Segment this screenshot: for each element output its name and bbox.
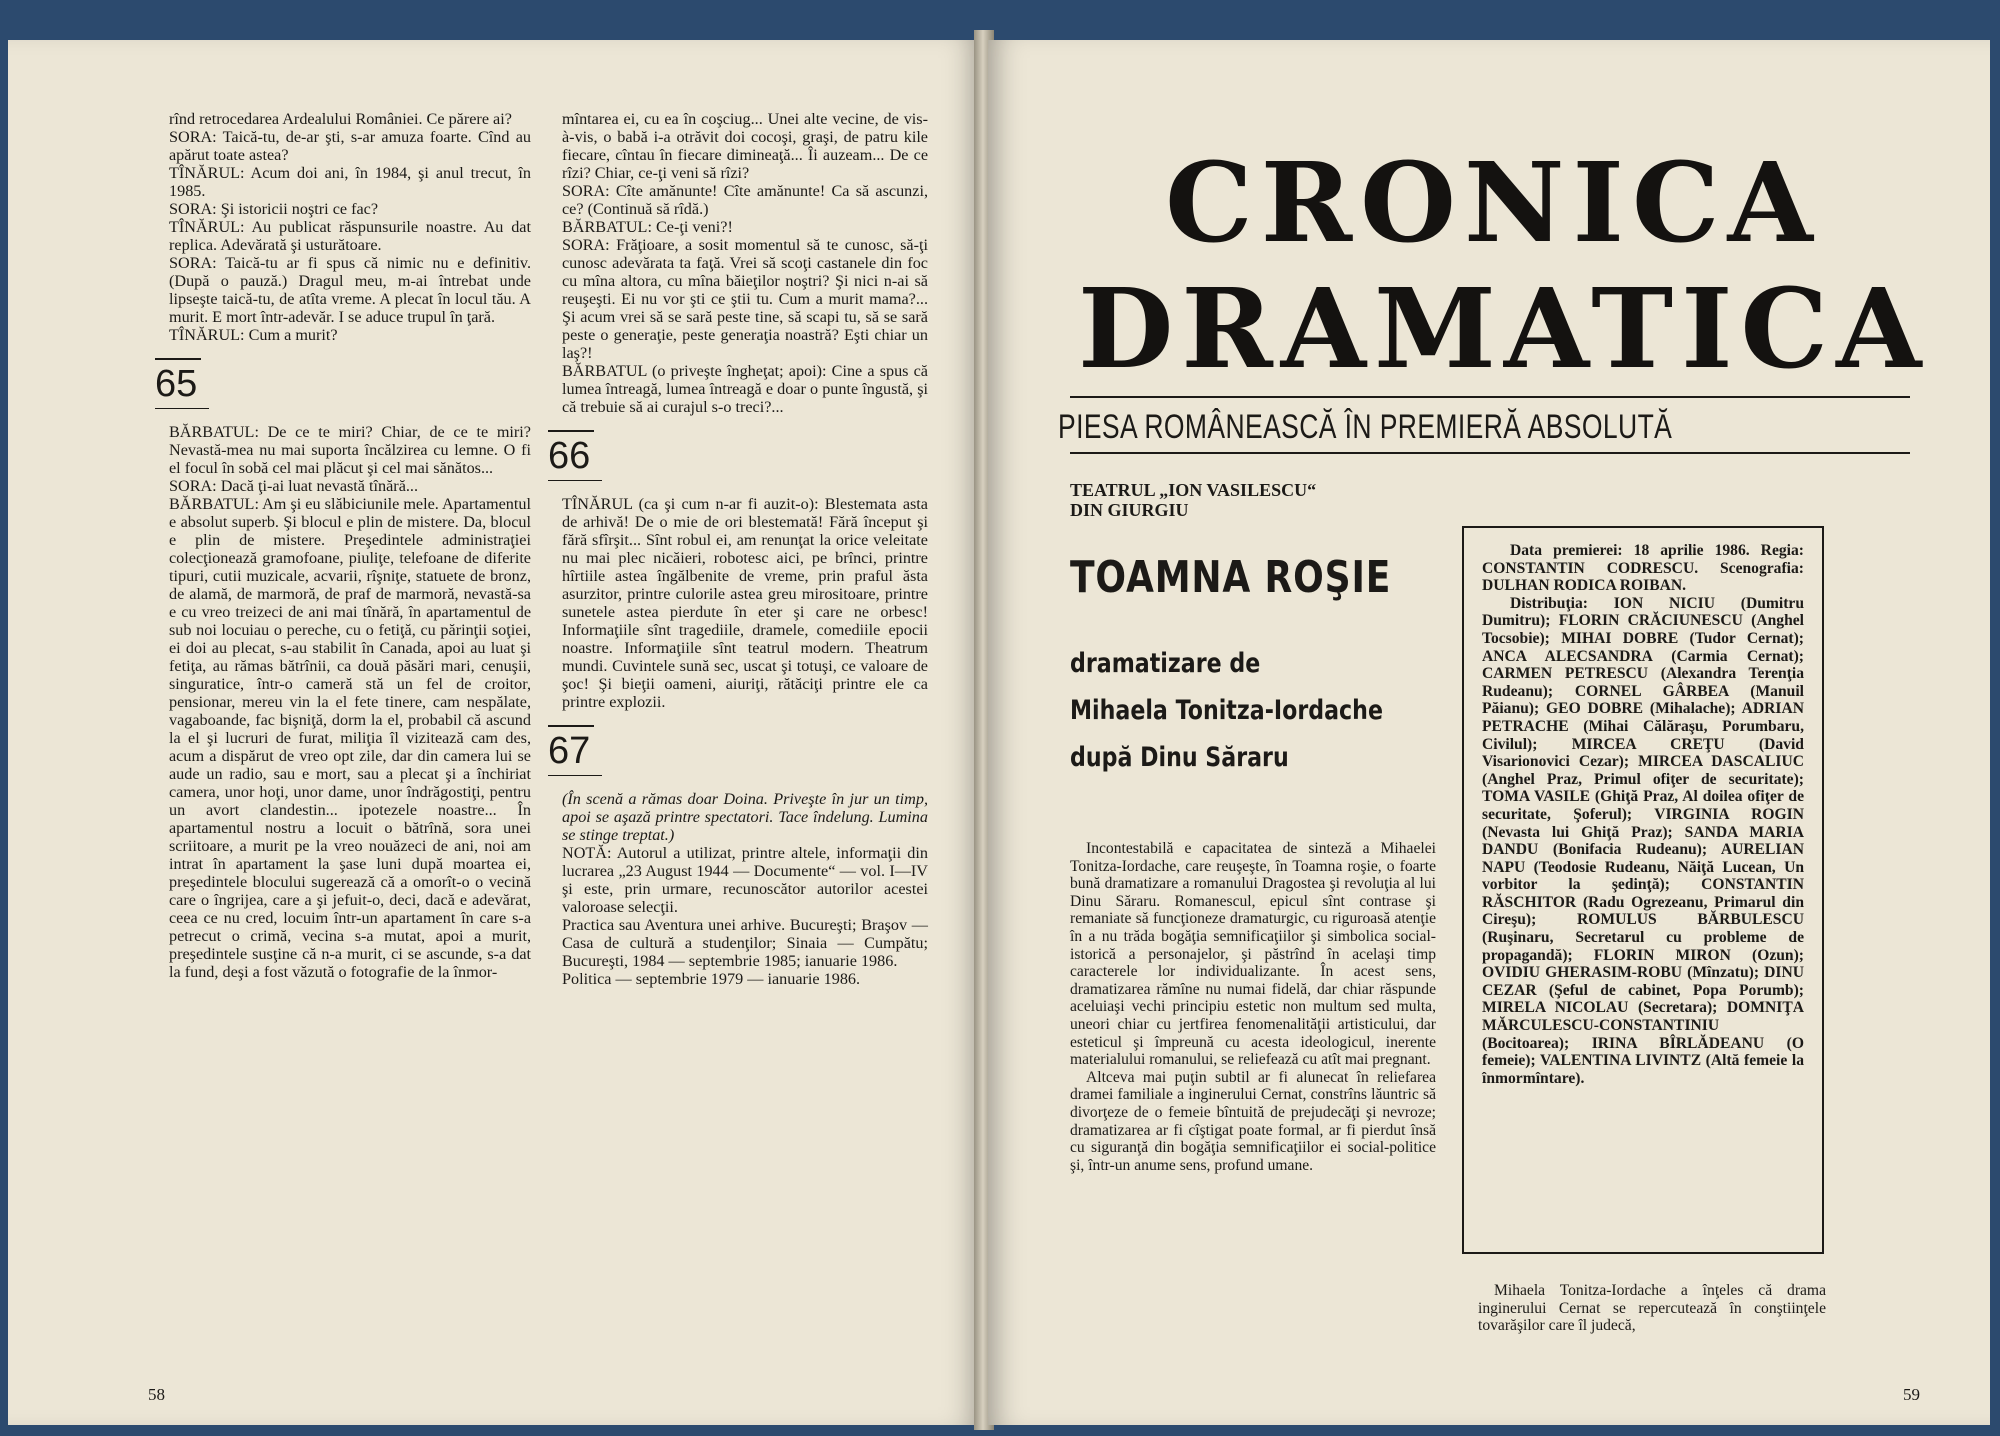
top-divider <box>1070 396 1910 398</box>
dialogue-line: BĂRBATUL: Ce-ţi veni?! <box>562 218 733 236</box>
left-column-1 <box>155 110 531 981</box>
dialogue-line: TÎNĂRUL: Acum doi ani, în 1984, şi anul trecut, în 1985. <box>169 164 531 200</box>
cast-list: Distribuţia: ION NICIU (Dumitru Dumitru); FLORIN CRĂCIUNESCU (Anghel Tocsobie); MIHAI DOBRE (Tudor Cernat); ANCA ALECSANDRA (Carmia Cernat); CARMEN PETRESCU (Alexandra Terenţia Rudeanu); CORNEL GÂRBEA (Manuil Păianu); GEO DOBRE (Mihalache); ADRIAN PETRACHE (Mihai Călăraşu, Porumbaru, Civilul); MIRCEA CREŢU (David Visarionovici Cezar); MIRCEA DASCALIUC (Anghel Praz, Primul ofiţer de securitate); TOMA VASILE (Ghiţă Praz, Al doilea ofiţer de securitate, Şoferul); VIRGINIA ROGIN (Nevasta lui Ghiţă Praz); SANDA MARIA DANDU (Bonifacia Rudeanu); AURELIAN NAPU (Teodosie Rudeanu, Năiţă Lucean, Un vorbitor la şedinţă); CONSTANTIN RĂSCHITOR (Radu Ogrezeanu, Primarul din Cireşu); ROMULUS BĂRBULESCU (Ruşinaru, Secretarul cu probleme de propagandă); FLORIN MIRON (Ozun); OVIDIU GHERASIM-ROBU (Mînzatu); DINU CEZAR (Şeful de cabinet, Popa Porumb); MIRELA NICOLAU (Secretara); DOMNIŢA MĂRCULESCU-CONSTANTINIU (Bocitoarea); IRINA BÎRLĂDEANU (O femeie); VALENTINA LIVINTZ (Altă femeie la înmormîntare). <box>1482 594 1804 1087</box>
author-note: Practica sau Aventura unei arhive. Bucureşti; Braşov — Casa de cultură a studenţilor; Sinaia — Cumpătu; Bucureşti, 1984 — septembrie 1985; ianuarie 1986. <box>562 916 928 970</box>
divider <box>155 408 209 409</box>
page-number-right: 59 <box>1903 1385 1920 1404</box>
dialogue-line: mîntarea ei, cu ea în coşciug... Unei alte vecine, de vis-à-vis, o babă i-a otrăvit doi cocoşi, graşi, de patru kile fiecare, cîntau în fiecare dimineaţă... Îi auzeam... De ce rîzi? Chiar, ce-ţi veni să rîzi? <box>562 110 928 182</box>
dialogue-line: BĂRBATUL (o priveşte îngheţat; apoi): Cine a spus că lumea întreagă, lumea întreagă e doar o punte îngustă, şi că trebuie să ai curajul s-o treci?... <box>562 362 928 416</box>
subtitle: PIESA ROMÂNEASCĂ ÎN PREMIERĂ ABSOLUTĂ <box>1058 408 1673 446</box>
premiere-credits: Data premierei: 18 aprilie 1986. Regia: CONSTANTIN CODRESCU. Scenografia: DULHAN RODICA ROIBAN. <box>1482 542 1804 595</box>
dialogue-line: SORA: Frăţioare, a sosit momentul să te cunosc, să-ţi cunosc adevărata ta faţă. Vrei să scoţi castanele din foc cu mîna altora, cu mîna băieţilor noştri? Şi nici n-ai să reuşeşti. Ei nu vor şti ce ştii tu. Cum a murit mama?... Şi acum vrei să se sară peste tine, să scapi tu, să se sară peste o generaţie, peste generaţia noastră? Eşti chiar un laş?! <box>562 236 928 362</box>
title-line-1: CRONICA <box>1165 138 1821 267</box>
dramatization-line: dramatizare de <box>1070 648 1261 679</box>
left-page <box>8 40 980 1425</box>
dialogue-line: SORA: Cîte amănunte! Cîte amănunte! Ca să ascunzi, ce? (Continuă să rîdă.) <box>562 182 928 218</box>
dialogue-line: TÎNĂRUL: Au publicat răspunsurile noastre. Au dat replica. Adevărată şi usturătoare. <box>169 218 531 254</box>
novel-author: după Dinu Săraru <box>1070 742 1289 773</box>
dialogue-line: rînd retrocedarea Ardealului României. Ce părere ai? <box>169 110 512 128</box>
dialogue-line: BĂRBATUL: Am şi eu slăbiciunile mele. Apartamentul e absolut superb. Şi blocul e plin de mistere. Da, blocul e plin de mistere. Preşedintele administraţiei colecţionează gramofoane, piuliţe, telefoane de diferite tipuri, cutii muzicale, acvarii, rîşniţe, statuete de bronz, de alamă, de marmoră, de praf de marmoră, nevastă-sa e cu vreo treizeci de ani mai tînără, în apartamentul de sub noi locuiau o pereche, cu o fetiţă, cu părinţii soţiei, ei doi au plecat, s-au stabilit în Canada, apoi au luat şi fetiţa, au rămas bătrînii, ca două păsări mari, cenuşii, singuratice, într-o cameră stă un fel de croitor, pensionar, mereu vin la el fete tinere, cam nespălate, vagaboande, fac bişniţă, dorm la el, probabil că ascund la el şi lucruri de furat, miliţia îl vizitează cam des, acum a dispărut de vreo opt zile, dar din camera lui se aude un radio, sau e mort, sau a plecat şi a închiriat camera, unor hoţi, unor dame, unor îndrăgostiţi, pentru un avort clandestin... ipotezele noastre... În apartamentul nostru a locuit o bătrînă, sora unei scriitoare, a murit pe la vreo nouăzeci de ani, noi am intrat în apartament la şase luni după moartea ei, preşedintele blocului sugerează că a omorît-o o vecină care o îngrijea, care a şi jefuit-o, deci, dacă e adevărat, ceea ce nu cred, locuim într-un apartament în care s-a petrecut o crimă, vecina s-a mutat, apoi a murit, preşedintele susţine că n-a murit, ci se ascunde, s-a dat la fund, deşi a fost văzută o fotografie de la înmor- <box>169 495 531 981</box>
right-page <box>988 40 1990 1425</box>
dialogue-line: TÎNĂRUL (ca şi cum n-ar fi auzit-o): Blestemata asta de arhivă! De o mie de ori blestemată! Fără început şi fără sfîrşit... Sînt robul ei, am renunţat la orice veleitate nu mai plec nicăieri, robotesc aici, pe brînci, printre hîrtiile astea îngălbenite de vreme, prin praful ăsta asurzitor, printre culorile astea greu mirositoare, printre sunetele astea pierdute în eter şi care ne orbesc! Informaţiile sînt tragediile, dramele, comediile epocii noastre. Informaţiile sînt teatrul modern. Theatrum mundi. Cuvintele sună sec, uscat şi totuşi, ce valoare de şoc! Şi bieţii oameni, aiuriţi, rătăciţi printre ele ca printre explozii. <box>562 495 928 711</box>
scene-number-65: 65 <box>155 358 201 406</box>
article-continuation: Mihaela Tonitza-Iordache a înţeles că drama inginerului Cernat se repercutează în conştiinţele tovarăşilor care îl judecă, <box>1478 1282 1826 1335</box>
dialogue-line: SORA: Dacă ţi-ai luat nevastă tînără... <box>169 477 419 495</box>
dialogue-line: SORA: Şi istoricii noştri ce fac? <box>169 200 379 218</box>
left-column-2 <box>548 110 928 988</box>
dialogue-line: TÎNĂRUL: Cum a murit? <box>169 326 338 344</box>
section-title <box>1078 138 1930 393</box>
theatre-name: TEATRUL „ION VASILESCU“ DIN GIURGIU <box>1070 480 1317 520</box>
divider <box>548 775 602 776</box>
dramatization-author: Mihaela Tonitza-Iordache <box>1070 695 1383 726</box>
stage-direction: (În scenă a rămas doar Doina. Priveşte în jur un timp, apoi se aşază printre spectatori. Tace îndelung. Lumina se stinge treptat.) <box>562 790 928 844</box>
dialogue-line: SORA: Taică-tu ar fi spus că nimic nu e definitiv. (După o pauză.) Dragul meu, m-ai întrebat unde lipseşte taică-tu, de atîta vreme. A plecat în locul tău. A murit. E mort într-adevăr. I se aduce trupul în ţară. <box>169 254 531 326</box>
credits-box <box>1462 526 1824 1254</box>
dialogue-line: BĂRBATUL: De ce te miri? Chiar, de ce te miri? Nevastă-mea nu mai suporta încălzirea cu lemne. O fi el focul în sobă cel mai plăcut şi cel mai sănătos... <box>169 423 531 477</box>
scene-number-66: 66 <box>548 430 594 478</box>
article-paragraph: Incontestabilă e capacitatea de sinteză a Mihaelei Tonitza-Iordache, care reuşeşte, în Toamna roşie, o foarte bună dramatizare a romanului Dragostea şi revoluţia al lui Dinu Săraru. Romanescul, epicul sînt contrase şi remaniate să funcţioneze dramaturgic, cu riguroasă atenţie în a nu trăda bogăţia semnificaţiilor şi simbolica social-istorică a personajelor, şi păstrînd în acelaşi timp caracterele lor individualizante. În acest sens, dramatizarea rămîne nu numai fidelă, dar chiar răspunde aceluiaşi vechi principiu estetic non multum sed multa, uneori chiar cu jertfirea fenomenalităţii artisticului, dar esteticul şi împreună cu acesta ideologicul, inerente materialului romanului, se reliefează cu atît mai pregnant. <box>1070 840 1436 1069</box>
play-title: TOAMNA ROŞIE <box>1070 552 1392 603</box>
author-note: Politica — septembrie 1979 — ianuarie 1986. <box>562 970 861 988</box>
title-line-2: DRAMATICA <box>1078 264 1930 393</box>
article-paragraph: Altceva mai puţin subtil ar fi alunecat în reliefarea dramei familiale a inginerului Cernat, constrîns lăuntric să divorţeze de o femeie bîntuită de prejudecăţi şi nevroze; dramatizarea ar fi cîştigat poate formal, ar fi pierdut însă cu siguranţă din bogăţia semnificaţiilor ei social-politice şi, într-un anume sens, profund umane. <box>1070 1068 1436 1174</box>
author-note: NOTĂ: Autorul a utilizat, printre altele, informaţii din lucrarea „23 August 1944 — Documente“ — vol. I—IV şi este, prin urmare, recunoscător autorilor acestei valoroase selecţii. <box>562 844 928 916</box>
dramatization-credit <box>1070 640 1383 781</box>
scene-number-67: 67 <box>548 725 594 773</box>
dialogue-line: SORA: Taică-tu, de-ar şti, s-ar amuza foarte. Cînd au apărut toate astea? <box>169 128 531 164</box>
bottom-divider <box>1070 452 1910 454</box>
review-article <box>1070 840 1436 1174</box>
divider <box>548 480 602 481</box>
page-number-left: 58 <box>148 1385 165 1404</box>
